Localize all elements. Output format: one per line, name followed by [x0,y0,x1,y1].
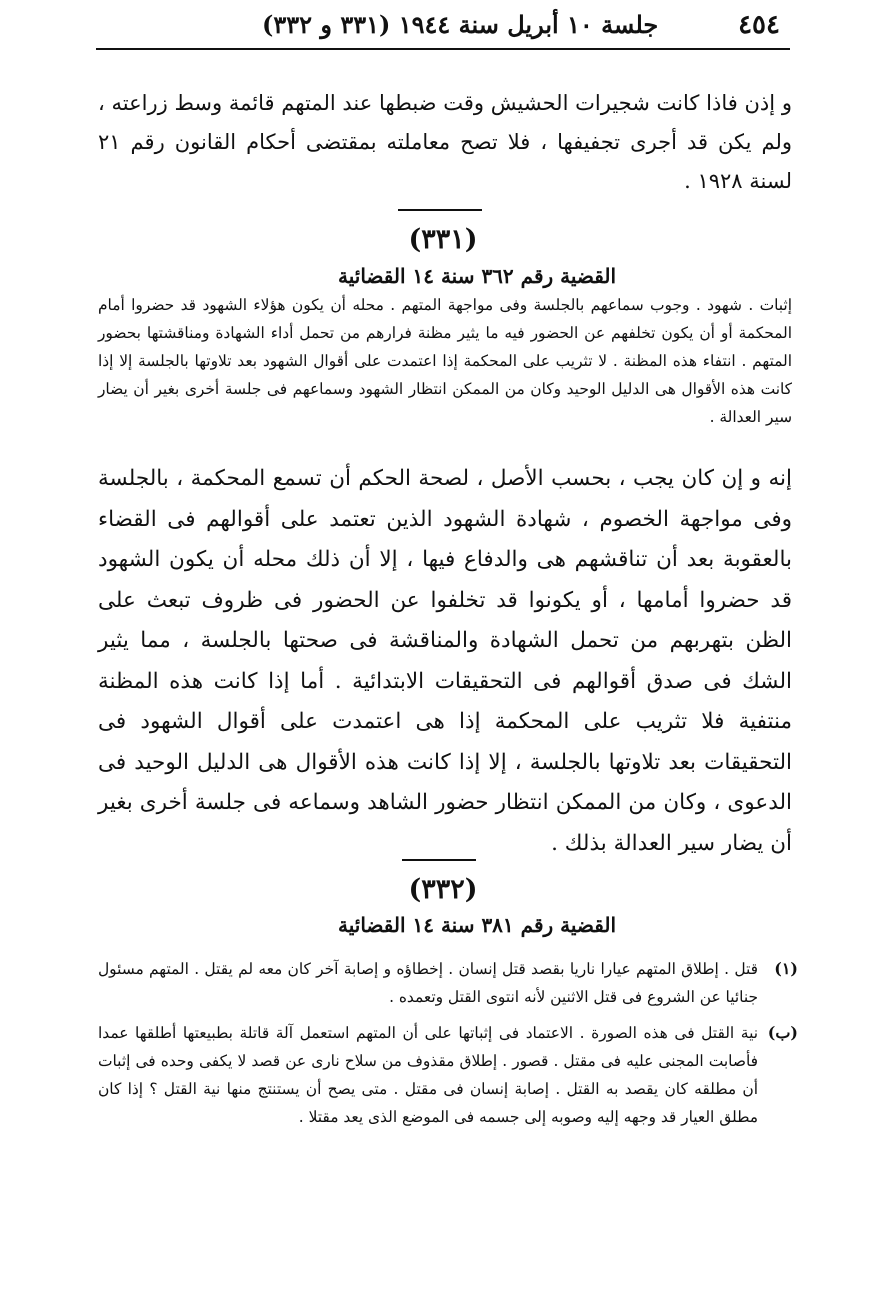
list-item [98,955,798,1011]
section-divider [398,209,482,211]
list-marker: (ب) [767,1023,798,1042]
running-title: جلسة ١٠ أبريل سنة ١٩٤٤ (٣٣١ و ٣٣٢) [262,10,659,39]
case-title-332: القضية رقم ٣٨١ سنة ١٤ القضائية [338,913,616,937]
case-number-331: (٣٣١) [408,224,478,255]
case-number-332: (٣٣٢) [408,874,478,905]
header-rule [96,48,790,50]
list-item-text: قتل . إطلاق المتهم عيارا ناريا بقصد قتل إنسان . إخطاؤه و إصابة آخر كان معه لم يقتل . المتهم مسئول جنائيا عن الشروع فى قتل الاثنين لأنه انتوى القتل وتعمده . [98,960,758,1006]
section-divider [402,859,476,861]
list-item [98,1019,798,1131]
case-summary-331: إثبات . شهود . وجوب سماعهم بالجلسة وفى مواجهة المتهم . محله أن يكون هؤلاء الشهود قد حضروا أمام المحكمة أو أن يكون تخلفهم عن الحضور فيه ما يثير مظنة فرارهم من تحمل أداء الشهادة ومناقشتها بحضور المتهم . انتفاء هذه المظنة . لا تثريب على المحكمة إذا اعتمدت على أقوال الشهود بعد تلاوتها بالجلسة إلا إذا كانت هذه الأقوال هى الدليل الوحيد وكان من الممكن انتظار الشهود وسماعهم فى جلسة أخرى بغير أن يضار سير العدالة . [98,296,792,426]
case-title-331: القضية رقم ٣٦٢ سنة ١٤ القضائية [338,264,616,288]
list-marker: (١) [774,959,798,978]
page-header [0,8,886,46]
list-item-text: نية القتل فى هذه الصورة . الاعتماد فى إثباتها على أن المتهم استعمل آلة قاتلة بطبيعتها أطلقها عمدا فأصابت المجنى عليه فى مقتل . قصور . إطلاق مقذوف من سلاح نارى عن قصد لا يكفى وحده فى إثبات أن مطلقه كان يقصد به القتل . إصابة إنسان فى مقتل . متى يصح أن يستنتج منها نية القتل ؟ إذا كان مطلق العيار قد وجهه إليه وصوبه إلى جسمه فى الموضع الذى يعد مقتلا . [98,1024,758,1126]
page-number: ٤٥٤ [738,10,780,40]
case-body-331: إنه و إن كان يجب ، بحسب الأصل ، لصحة الحكم أن تسمع المحكمة ، بالجلسة وفى مواجهة الخصوم ، شهادة الشهود الذين تعتمد على أقوالهم فى القضاء بالعقوبة بعد أن تناقشهم هى والدفاع فيها ، إلا أن ذلك محله أن يكون الشهود قد حضروا أمامها ، أو يكونوا قد تخلفوا عن الحضور فى ظروف تبعث على الظن بتهربهم من تحمل الشهادة والمناقشة فى صحتها بالجلسة ، مما يثير الشك فى صدق أقوالهم فى التحقيقات الابتدائية . أما إذا كانت هذه المظنة منتفية فلا تثريب على المحكمة إذا هى اعتمدت على أقوال الشهود فى التحقيقات بعد تلاوتها بالجلسة ، إلا إذا كانت هذه الأقوال هى الدليل الوحيد فى الدعوى ، وكان من الممكن انتظار حضور الشاهد وسماعه فى جلسة أخرى بغير أن يضار سير العدالة بذلك . [98,466,792,856]
intro-paragraph: و إذن فاذا كانت شجيرات الحشيش وقت ضبطها عند المتهم قائمة وسط زراعته ، ولم يكن قد أجرى تجفيفها ، فلا تصح معاملته بمقتضى أحكام القانون رقم ٢١ لسنة ١٩٢٨ . [98,91,792,193]
